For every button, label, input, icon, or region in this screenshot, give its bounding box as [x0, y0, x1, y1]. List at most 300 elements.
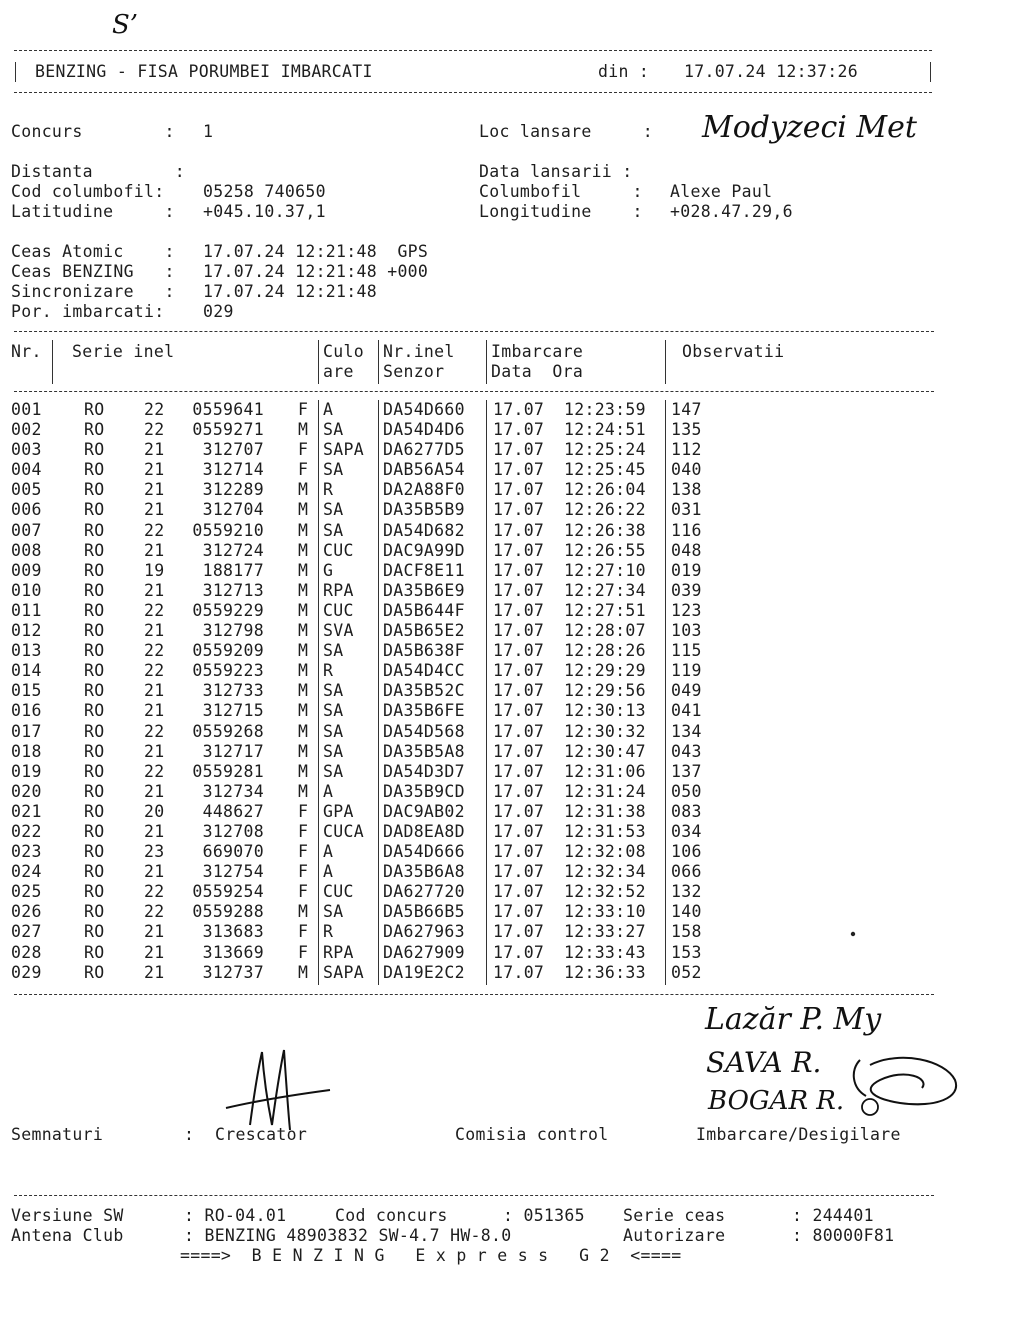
cell-senzor: DA19E2C2 [383, 962, 465, 982]
cell-culoare: SA [323, 761, 344, 781]
data-lansarii-label: Data lansarii : [479, 162, 633, 181]
cell-an: 21 [144, 621, 165, 641]
cell-obs: 140 [671, 902, 702, 922]
cell-ora: 12:26:04 [564, 480, 646, 500]
cell-tara: RO [84, 882, 105, 902]
cell-culoare: SA [323, 681, 344, 701]
cell-data: 17.07 [493, 801, 545, 821]
cell-inel: 313683 [202, 922, 264, 942]
serie-ceas-value: : 244401 [792, 1206, 874, 1225]
cell-an: 22 [144, 600, 165, 620]
cell-inel: 312708 [202, 821, 264, 841]
handwritten-mark: S’ [112, 10, 139, 40]
cell-sex: M [298, 661, 309, 681]
cell-an: 22 [144, 721, 165, 741]
cell-obs: 019 [671, 560, 702, 580]
cell-sex: M [298, 781, 309, 801]
cell-inel: 312704 [202, 500, 264, 520]
cell-inel: 0559209 [192, 641, 264, 661]
cell-ora: 12:27:34 [564, 580, 646, 600]
ceas-atomic-value: 17.07.24 12:21:48 GPS [203, 242, 429, 261]
autorizare-label: Autorizare [623, 1226, 726, 1245]
cell-inel: 312714 [202, 460, 264, 480]
cell-inel: 0559641 [192, 400, 264, 419]
header-title: BENZING - FISA PORUMBEI IMBARCATI [35, 62, 373, 81]
cell-senzor: DAC9A99D [383, 540, 465, 560]
cell-nr: 002 [11, 420, 42, 440]
cell-nr: 012 [11, 621, 42, 641]
cell-obs: 123 [671, 600, 702, 620]
cell-nr: 020 [11, 781, 42, 801]
concurs-value: 1 [203, 122, 214, 141]
cell-inel: 312715 [202, 701, 264, 721]
cell-culoare: SA [323, 741, 344, 761]
loc-lansare-handwritten: Modyzeci Met [702, 110, 917, 145]
concurs-label: Concurs : [11, 122, 175, 141]
cell-data: 17.07 [493, 741, 545, 761]
cell-nr: 029 [11, 962, 42, 982]
cell-ora: 12:33:27 [564, 922, 646, 942]
cell-senzor: DAC9AB02 [383, 801, 465, 821]
cell-nr: 011 [11, 600, 42, 620]
cell-culoare: SAPA [323, 962, 364, 982]
cod-concurs-label: Cod concurs [335, 1206, 448, 1225]
cell-culoare: RPA [323, 942, 354, 962]
cell-senzor: DA5B66B5 [383, 902, 465, 922]
cell-an: 22 [144, 761, 165, 781]
cell-tara: RO [84, 480, 105, 500]
cell-data: 17.07 [493, 500, 545, 520]
cell-sex: F [298, 400, 309, 419]
cell-data: 17.07 [493, 882, 545, 902]
cell-sex: M [298, 480, 309, 500]
cell-obs: 115 [671, 641, 702, 661]
cell-inel: 312289 [202, 480, 264, 500]
ceas-atomic-label: Ceas Atomic : [11, 242, 175, 261]
cell-nr: 006 [11, 500, 42, 520]
signature-circle [862, 1099, 878, 1115]
cell-inel: 0559210 [192, 520, 264, 540]
cell-ora: 12:30:47 [564, 741, 646, 761]
cell-tara: RO [84, 460, 105, 480]
th-observatii: Observatii [682, 342, 785, 361]
cell-data: 17.07 [493, 440, 545, 460]
th-serie-inel: Serie inel [72, 342, 175, 361]
por-imbarcati-label: Por. imbarcati: [11, 302, 165, 321]
cell-data: 17.07 [493, 842, 545, 862]
cell-ora: 12:25:45 [564, 460, 646, 480]
cell-tara: RO [84, 721, 105, 741]
cell-inel: 669070 [202, 842, 264, 862]
cell-tara: RO [84, 560, 105, 580]
cell-data: 17.07 [493, 781, 545, 801]
cell-culoare: CUC [323, 600, 354, 620]
cell-data: 17.07 [493, 540, 545, 560]
cell-tara: RO [84, 842, 105, 862]
cell-ora: 12:29:56 [564, 681, 646, 701]
cell-sex: M [298, 580, 309, 600]
cell-sex: F [298, 922, 309, 942]
antena-club-label: Antena Club [11, 1226, 124, 1245]
cell-inel: 0559229 [192, 600, 264, 620]
cell-tara: RO [84, 902, 105, 922]
cell-sex: M [298, 701, 309, 721]
cell-data: 17.07 [493, 902, 545, 922]
cell-an: 21 [144, 440, 165, 460]
cell-tara: RO [84, 962, 105, 982]
cell-senzor: DA2A88F0 [383, 480, 465, 500]
cell-nr: 019 [11, 761, 42, 781]
cell-inel: 312754 [202, 862, 264, 882]
cell-nr: 023 [11, 842, 42, 862]
cell-nr: 017 [11, 721, 42, 741]
sincronizare-value: 17.07.24 12:21:48 [203, 282, 377, 301]
cod-columbofil-value: 05258 740650 [203, 182, 326, 201]
cell-ora: 12:33:10 [564, 902, 646, 922]
latitudine-label: Latitudine : [11, 202, 175, 221]
cell-senzor: DA54D568 [383, 721, 465, 741]
cell-senzor: DA35B6A8 [383, 862, 465, 882]
cell-obs: 119 [671, 661, 702, 681]
cell-tara: RO [84, 781, 105, 801]
cell-sex: M [298, 540, 309, 560]
cell-an: 21 [144, 580, 165, 600]
cell-sex: M [298, 500, 309, 520]
cell-sex: M [298, 721, 309, 741]
cell-sex: F [298, 801, 309, 821]
ceas-benzing-label: Ceas BENZING : [11, 262, 175, 281]
cell-ora: 12:33:43 [564, 942, 646, 962]
cell-obs: 147 [671, 400, 702, 419]
th-nr: Nr. [11, 342, 42, 361]
cell-tara: RO [84, 540, 105, 560]
cell-nr: 005 [11, 480, 42, 500]
cell-an: 22 [144, 661, 165, 681]
cell-senzor: DA6277D5 [383, 440, 465, 460]
cell-obs: 039 [671, 580, 702, 600]
cell-obs: 066 [671, 862, 702, 882]
cell-senzor: DA35B5A8 [383, 741, 465, 761]
commission-signature-scribble [854, 1058, 956, 1105]
cell-culoare: SA [323, 701, 344, 721]
cell-senzor: DA5B65E2 [383, 621, 465, 641]
cell-data: 17.07 [493, 942, 545, 962]
cell-culoare: R [323, 480, 334, 500]
cell-obs: 083 [671, 801, 702, 821]
cell-nr: 018 [11, 741, 42, 761]
cell-sex: F [298, 942, 309, 962]
cell-senzor: DA35B9CD [383, 781, 465, 801]
cell-data: 17.07 [493, 560, 545, 580]
cell-an: 21 [144, 942, 165, 962]
cell-data: 17.07 [493, 761, 545, 781]
ceas-benzing-value: 17.07.24 12:21:48 +000 [203, 262, 429, 281]
cell-nr: 007 [11, 520, 42, 540]
crescator-signature [226, 1050, 330, 1130]
cell-culoare: A [323, 862, 334, 882]
crescator-label: Crescator [215, 1125, 308, 1144]
cell-an: 21 [144, 681, 165, 701]
cell-ora: 12:31:53 [564, 821, 646, 841]
cell-ora: 12:29:29 [564, 661, 646, 681]
cell-inel: 0559223 [192, 661, 264, 681]
cell-inel: 312724 [202, 540, 264, 560]
cell-ora: 12:31:06 [564, 761, 646, 781]
cell-inel: 313669 [202, 942, 264, 962]
cell-culoare: CUC [323, 882, 354, 902]
cell-nr: 025 [11, 882, 42, 902]
cell-an: 21 [144, 500, 165, 520]
cell-data: 17.07 [493, 520, 545, 540]
cell-senzor: DA627909 [383, 942, 465, 962]
loc-lansare-label: Loc lansare : [479, 122, 653, 141]
cell-data: 17.07 [493, 681, 545, 701]
cell-sex: M [298, 621, 309, 641]
cell-ora: 12:26:22 [564, 500, 646, 520]
th-nrinel-1: Nr.inel [383, 342, 455, 361]
cell-data: 17.07 [493, 480, 545, 500]
cell-senzor: DA54D666 [383, 842, 465, 862]
cell-tara: RO [84, 701, 105, 721]
cell-ora: 12:25:24 [564, 440, 646, 460]
cell-tara: RO [84, 621, 105, 641]
cell-ora: 12:36:33 [564, 962, 646, 982]
cell-senzor: DA627963 [383, 922, 465, 942]
cell-an: 19 [144, 560, 165, 580]
cell-obs: 158 [671, 922, 702, 942]
cell-an: 20 [144, 801, 165, 821]
cell-sex: M [298, 520, 309, 540]
cell-nr: 010 [11, 580, 42, 600]
cell-obs: 048 [671, 540, 702, 560]
cell-ora: 12:26:38 [564, 520, 646, 540]
handwritten-name-2: SAVA R. [706, 1046, 822, 1079]
semnaturi-label: Semnaturi [11, 1125, 104, 1144]
cell-obs: 135 [671, 420, 702, 440]
footer-top-border [14, 1195, 934, 1196]
sincronizare-label: Sincronizare : [11, 282, 175, 301]
header-date-label: din : [598, 62, 650, 81]
cell-tara: RO [84, 922, 105, 942]
cell-ora: 12:26:55 [564, 540, 646, 560]
cell-tara: RO [84, 600, 105, 620]
cell-senzor: DA627720 [383, 882, 465, 902]
cell-ora: 12:32:52 [564, 882, 646, 902]
ink-dot [851, 932, 855, 936]
cell-nr: 026 [11, 902, 42, 922]
cell-an: 21 [144, 862, 165, 882]
cell-sex: M [298, 761, 309, 781]
cell-obs: 134 [671, 721, 702, 741]
semnaturi-colon: : [184, 1125, 195, 1144]
cell-ora: 12:30:32 [564, 721, 646, 741]
cell-inel: 0559271 [192, 420, 264, 440]
cell-ora: 12:31:38 [564, 801, 646, 821]
cell-inel: 312737 [202, 962, 264, 982]
cell-nr: 022 [11, 821, 42, 841]
cell-data: 17.07 [493, 862, 545, 882]
cell-culoare: A [323, 842, 334, 862]
cell-culoare: CUC [323, 540, 354, 560]
th-imbarcare-1: Imbarcare [491, 342, 584, 361]
cell-culoare: CUCA [323, 821, 364, 841]
columbofil-label: Columbofil : [479, 182, 643, 201]
cell-data: 17.07 [493, 420, 545, 440]
cell-tara: RO [84, 942, 105, 962]
cell-senzor: DAB56A54 [383, 460, 465, 480]
comisia-control-label: Comisia control [455, 1125, 609, 1144]
cell-data: 17.07 [493, 641, 545, 661]
cell-an: 22 [144, 882, 165, 902]
cell-data: 17.07 [493, 621, 545, 641]
cell-culoare: SA [323, 460, 344, 480]
cell-tara: RO [84, 681, 105, 701]
cell-senzor: DA5B638F [383, 641, 465, 661]
cell-senzor: DA54D4D6 [383, 420, 465, 440]
handwritten-name-3: BOGAR R. [708, 1086, 845, 1116]
longitudine-value: +028.47.29,6 [670, 202, 793, 221]
cell-ora: 12:30:13 [564, 701, 646, 721]
cell-obs: 049 [671, 681, 702, 701]
th-imbarcare-2: Data Ora [491, 362, 584, 381]
th-culoare-2: are [323, 362, 354, 381]
cell-sex: M [298, 962, 309, 982]
cell-culoare: SAPA [323, 440, 364, 460]
cell-culoare: SA [323, 902, 344, 922]
cell-an: 22 [144, 420, 165, 440]
cell-ora: 12:24:51 [564, 420, 646, 440]
cell-tara: RO [84, 741, 105, 761]
serie-ceas-label: Serie ceas [623, 1206, 726, 1225]
cell-culoare: RPA [323, 580, 354, 600]
cell-inel: 312713 [202, 580, 264, 600]
cell-obs: 031 [671, 500, 702, 520]
cell-inel: 0559288 [192, 902, 264, 922]
cell-nr: 013 [11, 641, 42, 661]
cell-an: 21 [144, 962, 165, 982]
cell-ora: 12:32:34 [564, 862, 646, 882]
th-culoare-1: Culo [323, 342, 364, 361]
cell-sex: F [298, 842, 309, 862]
benzing-brand-line: ====> B E N Z I N G E x p r e s s G 2 <==== [180, 1246, 682, 1265]
longitudine-label: Longitudine : [479, 202, 643, 221]
cell-senzor: DA35B6FE [383, 701, 465, 721]
cell-senzor: DACF8E11 [383, 560, 465, 580]
cell-obs: 138 [671, 480, 702, 500]
cell-ora: 12:31:24 [564, 781, 646, 801]
cell-obs: 153 [671, 942, 702, 962]
cell-senzor: DA54D3D7 [383, 761, 465, 781]
cell-inel: 0559254 [192, 882, 264, 902]
cell-culoare: R [323, 922, 334, 942]
cell-ora: 12:27:51 [564, 600, 646, 620]
cell-senzor: DA54D4CC [383, 661, 465, 681]
cell-sex: F [298, 460, 309, 480]
cell-culoare: SA [323, 420, 344, 440]
cell-tara: RO [84, 641, 105, 661]
cell-an: 22 [144, 902, 165, 922]
cell-obs: 050 [671, 781, 702, 801]
cell-obs: 052 [671, 962, 702, 982]
cell-obs: 132 [671, 882, 702, 902]
cell-senzor: DA54D660 [383, 400, 465, 419]
cod-concurs-value: : 051365 [503, 1206, 585, 1225]
latitudine-value: +045.10.37,1 [203, 202, 326, 221]
cell-an: 22 [144, 520, 165, 540]
cell-senzor: DA35B52C [383, 681, 465, 701]
imbarcare-desigilare-label: Imbarcare/Desigilare [696, 1125, 901, 1144]
cell-inel: 312798 [202, 621, 264, 641]
cell-nr: 001 [11, 400, 42, 419]
cell-sex: M [298, 741, 309, 761]
cell-nr: 008 [11, 540, 42, 560]
cell-an: 21 [144, 741, 165, 761]
cell-nr: 024 [11, 862, 42, 882]
cell-ora: 12:27:10 [564, 560, 646, 580]
cell-an: 21 [144, 781, 165, 801]
cell-data: 17.07 [493, 721, 545, 741]
cell-sex: M [298, 681, 309, 701]
cell-culoare: SA [323, 721, 344, 741]
header-date-value: 17.07.24 12:37:26 [684, 62, 858, 81]
cell-inel: 312734 [202, 781, 264, 801]
cell-data: 17.07 [493, 821, 545, 841]
cell-obs: 041 [671, 701, 702, 721]
cell-tara: RO [84, 580, 105, 600]
cell-tara: RO [84, 440, 105, 460]
cell-sex: M [298, 420, 309, 440]
cell-culoare: A [323, 400, 334, 419]
antena-club-value: : BENZING 48903832 SW-4.7 HW-8.0 [184, 1226, 512, 1245]
cell-sex: F [298, 862, 309, 882]
cell-tara: RO [84, 400, 105, 419]
cell-an: 21 [144, 821, 165, 841]
cell-ora: 12:32:08 [564, 842, 646, 862]
cell-an: 21 [144, 701, 165, 721]
cell-an: 21 [144, 540, 165, 560]
cell-culoare: R [323, 661, 334, 681]
distanta-label: Distanta : [11, 162, 185, 181]
cell-an: 21 [144, 480, 165, 500]
autorizare-value: : 80000F81 [792, 1226, 895, 1245]
cell-data: 17.07 [493, 400, 545, 419]
cell-data: 17.07 [493, 922, 545, 942]
cell-tara: RO [84, 801, 105, 821]
cell-tara: RO [84, 520, 105, 540]
cell-sex: M [298, 560, 309, 580]
th-nrinel-2: Senzor [383, 362, 445, 381]
cell-obs: 043 [671, 741, 702, 761]
cell-inel: 0559281 [192, 761, 264, 781]
cell-sex: M [298, 600, 309, 620]
cell-obs: 137 [671, 761, 702, 781]
cell-culoare: SVA [323, 621, 354, 641]
cell-culoare: SA [323, 520, 344, 540]
cell-nr: 004 [11, 460, 42, 480]
cell-inel: 312717 [202, 741, 264, 761]
cell-sex: F [298, 882, 309, 902]
cell-inel: 188177 [202, 560, 264, 580]
cell-culoare: A [323, 781, 334, 801]
cell-nr: 009 [11, 560, 42, 580]
cell-tara: RO [84, 661, 105, 681]
cell-an: 23 [144, 842, 165, 862]
cell-inel: 448627 [202, 801, 264, 821]
cell-an: 21 [144, 922, 165, 942]
cell-obs: 103 [671, 621, 702, 641]
cell-culoare: SA [323, 500, 344, 520]
handwritten-name-1: Lazăr P. My [705, 1002, 882, 1037]
